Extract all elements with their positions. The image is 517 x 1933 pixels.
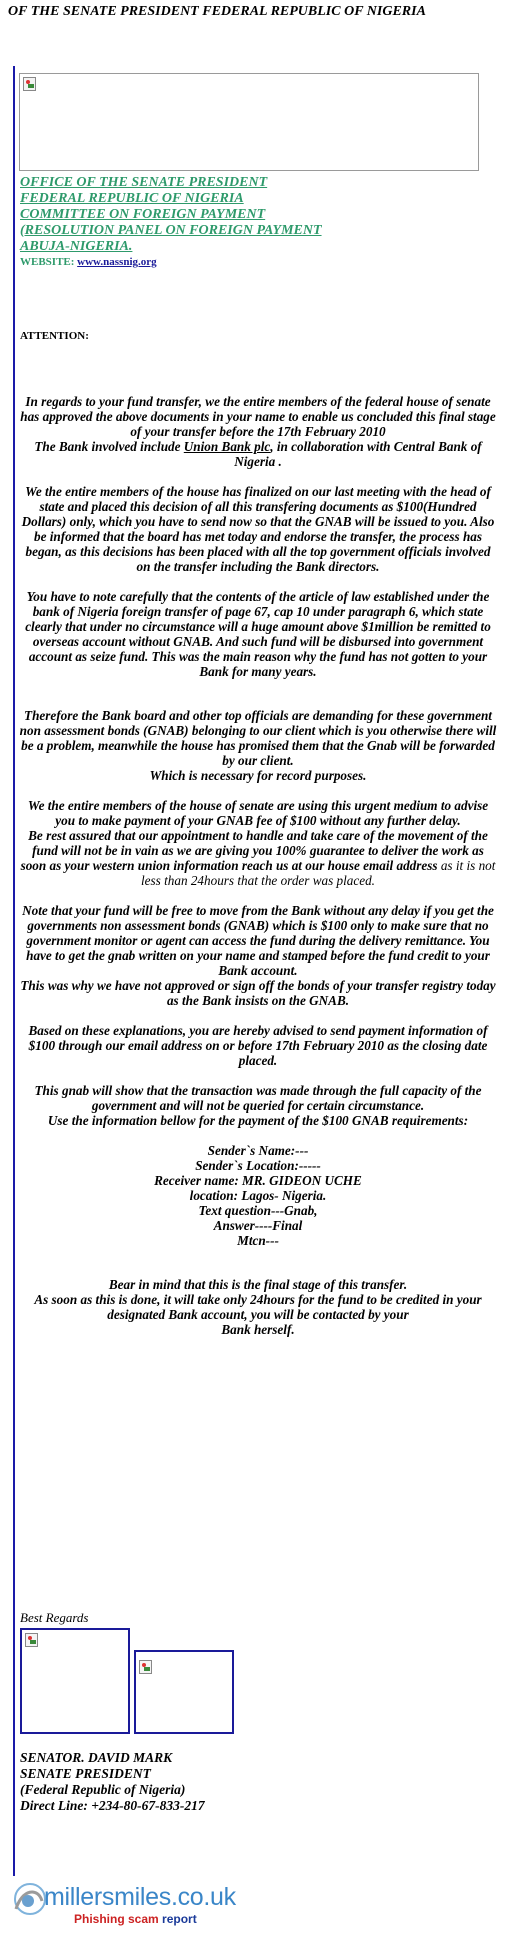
- quote-bar: [13, 66, 15, 1876]
- office-line: (RESOLUTION PANEL ON FOREIGN PAYMENT: [20, 223, 322, 238]
- payment-line: Sender`s Name:---: [207, 1143, 309, 1158]
- letter-body: [18, 394, 498, 1352]
- broken-image-icon: [25, 1633, 38, 1647]
- body-paragraph: [18, 1277, 498, 1337]
- body-text: Therefore the Bank board and other top officials are demanding for these government non assessment bonds (GNAB) belonging to our client which is you otherwise there will be a problem, meanwhile the house has promised them that the Gnab will be forwarded by our client.: [19, 708, 497, 768]
- body-text: This was why we have not approved or sign off the bonds of your transfer registry today as the Bank insists on the GNAB.: [20, 978, 496, 1008]
- body-text: Be rest assured that our appointment to handle and take care of the movement of the fund will not be in vain as we are giving you 100% guarantee to deliver the work as soon as your western union information reach us at our house email address: [20, 828, 488, 873]
- logo-tagline-b: report: [158, 1912, 197, 1926]
- body-paragraph: You have to note carefully that the contents of the article of law established under the bank of Nigeria foreign transfer of page 67, cap 10 under paragraph 6, which state clearly that under no circumstance will a huge amount above $1million be remitted to overseas account without GNAB. And such fund will be disbursed into government account as seize fund. This was the main reason why the fund has not gotten to your Bank for many years.: [25, 589, 491, 679]
- body-paragraph: [18, 903, 498, 1008]
- attention-label: ATTENTION:: [20, 330, 89, 342]
- body-text: The Bank involved include: [34, 439, 184, 454]
- body-text: We the entire members of the house of senate are using this urgent medium to advise you to make payment of your GNAB fee of $100 without any further delay.: [27, 798, 489, 828]
- payment-line: Mtcn---: [237, 1233, 279, 1248]
- body-paragraph: [18, 1083, 498, 1128]
- payment-line: Sender`s Location:-----: [195, 1158, 321, 1173]
- signoff: Best Regards: [20, 1610, 89, 1625]
- body-text: Use the information bellow for the payment of the $100 GNAB requirements:: [47, 1113, 469, 1128]
- signature-line: SENATOR. DAVID MARK: [20, 1750, 173, 1765]
- logo-name: millersmiles.co.uk: [44, 1883, 236, 1911]
- body-text: , in collaboration with Central Bank of Nigeria .: [234, 439, 482, 469]
- body-paragraph: [18, 708, 498, 783]
- body-paragraph: [18, 394, 498, 469]
- stamp-image-placeholder: [134, 1650, 234, 1734]
- signature-block: [20, 1750, 320, 1814]
- logo-tagline-a: Phishing scam: [74, 1912, 159, 1926]
- website-label: WEBSITE:: [20, 256, 75, 268]
- body-text: In regards to your fund transfer, we the entire members of the federal house of senate has approved the above documents in your name to enable us concluded this final stage of your transfer before the 17th February 2010: [20, 394, 496, 439]
- website-link[interactable]: www.nassnig.org: [77, 256, 157, 268]
- body-text: As soon as this is done, it will take only 24hours for the fund to be credited in your designated Bank account, you will be contacted by your: [34, 1292, 482, 1322]
- signature-line: SENATE PRESIDENT: [20, 1766, 151, 1781]
- body-text: Bank herself.: [221, 1322, 295, 1337]
- office-block: [20, 175, 420, 255]
- logo-tagline: [74, 1912, 197, 1926]
- bank-name: Union Bank plc: [183, 439, 271, 454]
- office-line: ABUJA-NIGERIA.: [20, 239, 133, 254]
- body-paragraph: We the entire members of the house has finalized on our last meeting with the head of state and placed this decision of all this transfering documents as $100(Hundred Dollars) only, which you have to send now so that the GNAB will be issued to you. Also be informed that the board has met today and endorse the transfer, the process has began, as this decisions has been placed with all the top government officials involved on the transfer including the Bank directors.: [21, 484, 495, 574]
- broken-image-icon: [139, 1660, 152, 1674]
- body-paragraph: Based on these explanations, you are hereby advised to send payment information of $100 through our email address on or before 17th February 2010 as the closing date placed.: [28, 1023, 488, 1068]
- office-line: OFFICE OF THE SENATE PRESIDENT: [20, 175, 268, 190]
- body-text: This gnab will show that the transaction was made through the full capacity of the government and will not be queried for certain circumstance.: [34, 1083, 482, 1113]
- signature-line: Direct Line: +234-80-67-833-217: [20, 1798, 205, 1813]
- payment-line: Receiver name: MR. GIDEON UCHE: [154, 1173, 362, 1188]
- millersmiles-logo[interactable]: [8, 1877, 268, 1927]
- office-line: COMMITTEE ON FOREIGN PAYMENT: [20, 207, 266, 222]
- body-text: Bear in mind that this is the final stage of this transfer.: [108, 1277, 408, 1292]
- page-title: OF THE SENATE PRESIDENT FEDERAL REPUBLIC OF NIGERIA: [8, 4, 426, 19]
- body-text: as it is not less than 24hours that the order was placed.: [141, 858, 496, 888]
- office-line: FEDERAL REPUBLIC OF NIGERIA: [20, 191, 244, 206]
- body-paragraph: [18, 798, 498, 888]
- header-image-placeholder: [19, 73, 479, 171]
- website-line: [20, 256, 157, 268]
- broken-image-icon: [23, 77, 36, 91]
- signature-image-placeholder: [20, 1628, 130, 1734]
- logo-swirl-icon: [8, 1879, 48, 1923]
- body-text: Which is necessary for record purposes.: [149, 768, 367, 783]
- body-text: Note that your fund will be free to move from the Bank without any delay if you get the governments non assessment bonds (GNAB) which is $100 only to make sure that no government monitor or agent can access the fund during the delivery remittance. You have to get the gnab written on your name and stamped before the fund credit to your Bank account.: [22, 903, 494, 978]
- payment-line: Answer----Final: [213, 1218, 303, 1233]
- payment-details: [18, 1143, 498, 1248]
- signature-line: (Federal Republic of Nigeria): [20, 1782, 186, 1797]
- payment-line: Text question---Gnab,: [198, 1203, 318, 1218]
- payment-line: location: Lagos- Nigeria.: [189, 1188, 327, 1203]
